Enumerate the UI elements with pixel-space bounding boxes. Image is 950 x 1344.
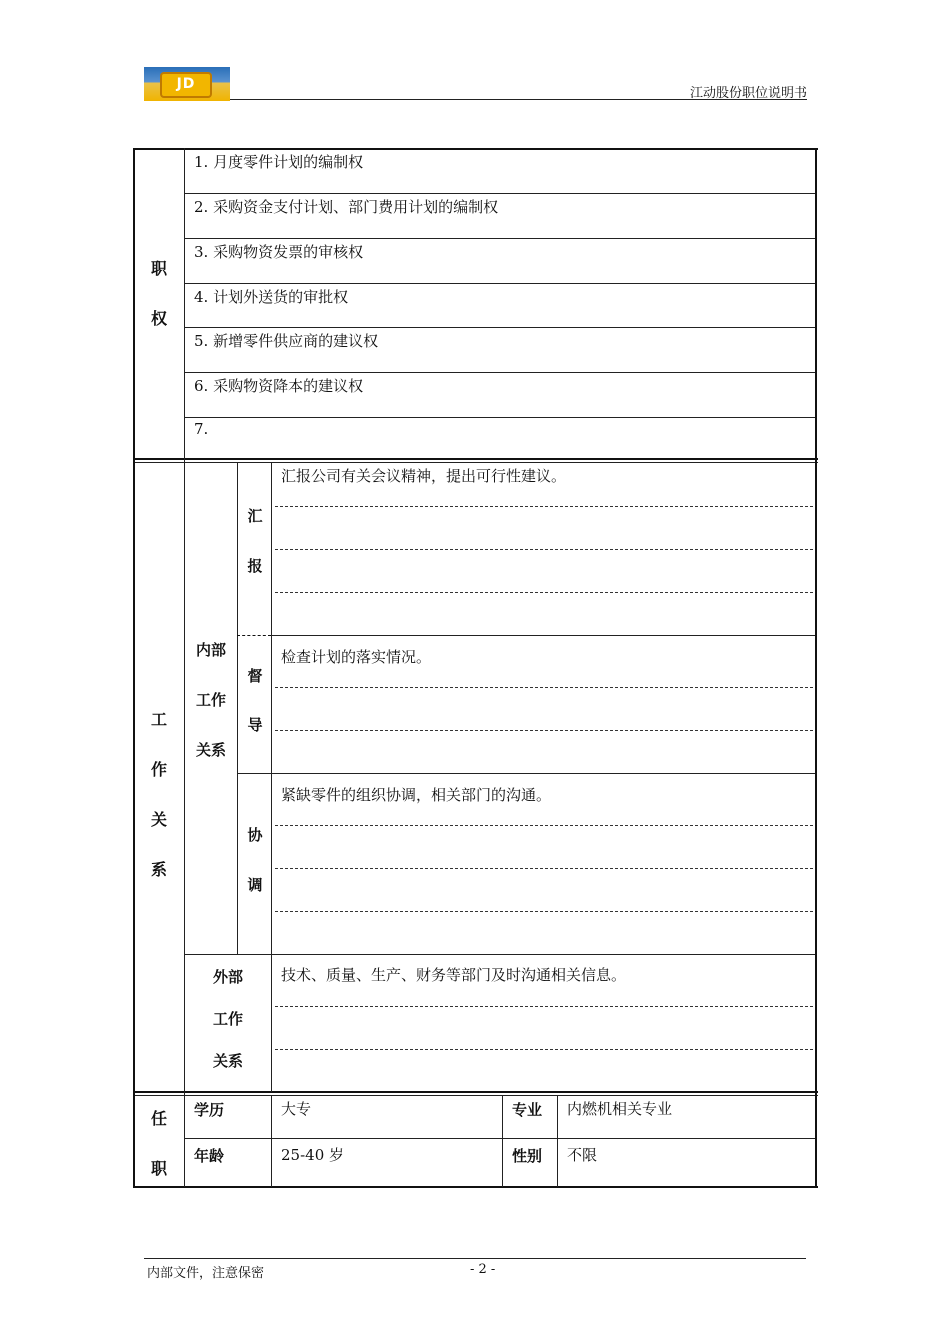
page-number: - 2 - (470, 1262, 496, 1277)
education-value: 大专 (281, 1100, 312, 1118)
external-label-line-3: 关系 (212, 1052, 243, 1070)
authority-category-char-2: 权 (150, 309, 167, 328)
report-char-1: 汇 (247, 507, 263, 525)
major-label: 专业 (512, 1101, 543, 1119)
age-label: 年龄 (194, 1147, 225, 1165)
qualification-category-char-2: 职 (150, 1159, 167, 1178)
report-char-2: 报 (247, 557, 263, 575)
major-value: 内燃机相关专业 (567, 1100, 673, 1118)
authority-item-4: 4. 计划外送货的审批权 (194, 288, 349, 306)
internal-label-line-3: 关系 (195, 741, 226, 759)
authority-category-char-1: 职 (150, 259, 167, 278)
report-text: 汇报公司有关会议精神，提出可行性建议。 (281, 467, 567, 485)
gender-label: 性别 (512, 1147, 543, 1165)
external-label-line-1: 外部 (212, 968, 243, 986)
authority-item-5: 5. 新增零件供应商的建议权 (194, 332, 379, 350)
external-label-line-2: 工作 (212, 1010, 243, 1028)
authority-item-1: 1. 月度零件计划的编制权 (194, 153, 364, 171)
authority-item-2: 2. 采购资金支付计划、部门费用计划的编制权 (194, 198, 499, 216)
qualification-category-char-1: 任 (150, 1109, 167, 1128)
footer-rule (144, 1258, 806, 1259)
internal-label-line-2: 工作 (195, 691, 226, 709)
coordinate-text: 紧缺零件的组织协调，相关部门的沟通。 (281, 786, 552, 804)
coordinate-char-1: 协 (247, 826, 263, 844)
footer-confidential: 内部文件，注意保密 (147, 1266, 265, 1281)
external-text: 技术、质量、生产、财务等部门及时沟通相关信息。 (281, 966, 627, 984)
education-label: 学历 (194, 1101, 225, 1119)
logo-lettering: JD (176, 76, 196, 92)
authority-item-3: 3. 采购物资发票的审核权 (194, 243, 364, 261)
authority-item-7: 7. (194, 420, 209, 438)
work-category-char-2: 作 (150, 760, 167, 779)
authority-item-6: 6. 采购物资降本的建议权 (194, 377, 364, 395)
supervise-text: 检查计划的落实情况。 (281, 648, 432, 666)
coordinate-char-2: 调 (247, 876, 263, 894)
supervise-char-2: 导 (247, 716, 263, 734)
age-value: 25-40 岁 (281, 1146, 345, 1164)
internal-label-line-1: 内部 (195, 641, 226, 659)
gender-value: 不限 (567, 1146, 598, 1164)
work-category-char-3: 关 (150, 810, 167, 829)
work-category-char-4: 系 (150, 860, 167, 879)
work-category-char-1: 工 (150, 710, 167, 729)
supervise-char-1: 督 (247, 667, 263, 685)
document-title: 江动股份职位说明书 (689, 86, 807, 101)
